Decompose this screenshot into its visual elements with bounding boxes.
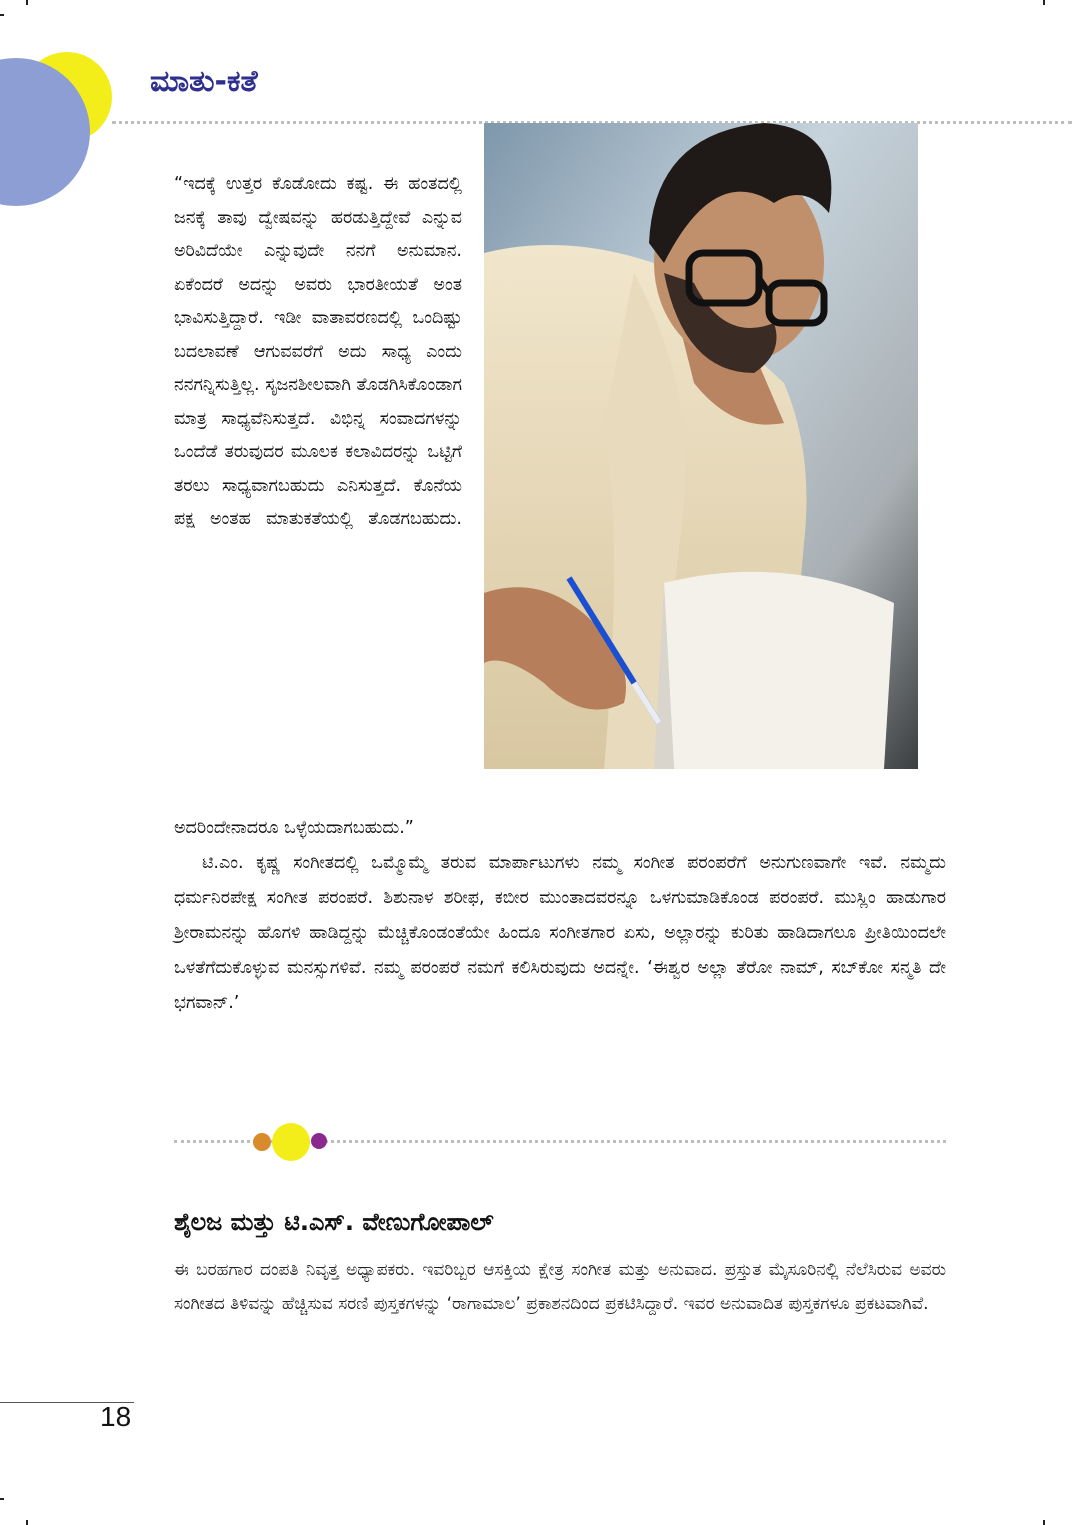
decorative-dot-purple: [311, 1133, 327, 1149]
decorative-dot-yellow: [272, 1123, 310, 1161]
page-number: 18: [100, 1401, 132, 1432]
photo-illustration: [484, 123, 918, 769]
author-name: ಶೈಲಜ ಮತ್ತು ಟಿ.ಎಸ್. ವೇಣುಗೋಪಾಲ್: [174, 1208, 494, 1236]
body-paragraph: ಟಿ.ಎಂ. ಕೃಷ್ಣ ಸಂಗೀತದಲ್ಲಿ ಒಮ್ಮೊಮ್ಮೆ ತರುವ ಮಾರ್ಪಾಟುಗಳು ನಮ್ಮ ಸಂಗೀತ ಪರಂಪರೆಗೆ ಅನುಗುಣವಾಗೇ ಇವೆ. ನಮ್ಮದು ಧರ್ಮನಿರಪೇಕ್ಷ ಸಂಗೀತ ಪರಂಪರೆ. ಶಿಶುನಾಳ ಶರೀಫ, ಕಬೀರ ಮುಂತಾದವರನ್ನೂ ಒಳಗುಮಾಡಿಕೊಂಡ ಪರಂಪರೆ. ಮುಸ್ಲಿಂ ಹಾಡುಗಾರ ಶ್ರೀರಾಮನನ್ನು ಹೊಗಳಿ ಹಾಡಿದ್ದನ್ನು ಮೆಚ್ಚಿಕೊಂಡಂತೆಯೇ ಹಿಂದೂ ಸಂಗೀತಗಾರ ಏಸು, ಅಲ್ಲಾರನ್ನು ಕುರಿತು ಹಾಡಿದಾಗಲೂ ಪ್ರೀತಿಯಿಂದಲೇ ಒಳತೆಗೆದುಕೊಳ್ಳುವ ಮನಸ್ಸುಗಳಿವೆ. ನಮ್ಮ ಪರಂಪರೆ ನಮಗೆ ಕಲಿಸಿರುವುದು ಅದನ್ನೇ. ‘ಈಶ್ವರ ಅಲ್ಲಾ ತೆರೋ ನಾಮ್, ಸಬ್‌ಕೋ ಸನ್ಮತಿ ದೇ ಭಗವಾನ್.’: [174, 853, 946, 1013]
crop-mark: [1043, 1520, 1045, 1525]
quote-text: “ಇದಕ್ಕೆ ಉತ್ತರ ಕೊಡೋದು ಕಷ್ಟ. ಈ ಹಂತದಲ್ಲಿ ಜನಕ್ಕೆ ತಾವು ದ್ವೇಷವನ್ನು ಹರಡುತ್ತಿದ್ದೇವೆ ಎನ್ನುವ ಅರಿವಿದೆಯೇ ಎನ್ನುವುದೇ ನನಗೆ ಅನುಮಾನ. ಏಕೆಂದರೆ ಅದನ್ನು ಅವರು ಭಾರತೀಯತೆ ಅಂತ ಭಾವಿಸುತ್ತಿದ್ದಾರೆ. ಇಡೀ ವಾತಾವರಣದಲ್ಲಿ ಒಂದಿಷ್ಟು ಬದಲಾವಣೆ ಆಗುವವರೆಗೆ ಅದು ಸಾಧ್ಯ ಎಂದು ನನಗನ್ನಿಸುತ್ತಿಲ್ಲ. ಸೃಜನಶೀಲವಾಗಿ ತೊಡಗಿಸಿಕೊಂಡಾಗ ಮಾತ್ರ ಸಾಧ್ಯವೆನಿಸುತ್ತದೆ. ವಿಭಿನ್ನ ಸಂವಾದಗಳನ್ನು ಒಂದೆಡೆ ತರುವುದರ ಮೂಲಕ ಕಲಾವಿದರನ್ನು ಒಟ್ಟಿಗೆ ತರಲು ಸಾಧ್ಯವಾಗಬಹುದು ಎನಿಸುತ್ತದೆ. ಕೊನೆಯ ಪಕ್ಷ ಅಂತಹ ಮಾತುಕತೆಯಲ್ಲಿ ತೊಡಗಬಹುದು.: [174, 174, 462, 529]
crop-mark: [0, 14, 4, 16]
quote-last-line: ಅದರಿಂದೇನಾದರೂ ಒಳ್ಳೆಯದಾಗಬಹುದು.”: [174, 818, 414, 838]
decorative-dot-orange: [253, 1133, 271, 1151]
section-title: ಮಾತು-ಕತೆ: [150, 64, 258, 99]
author-bio: ಈ ಬರಹಗಾರ ದಂಪತಿ ನಿವೃತ್ತ ಅಧ್ಯಾಪಕರು. ಇವರಿಬ್ಬರ ಆಸಕ್ತಿಯ ಕ್ಷೇತ್ರ ಸಂಗೀತ ಮತ್ತು ಅನುವಾದ. ಪ್ರಸ್ತುತ ಮೈಸೂರಿನಲ್ಲಿ ನೆಲೆಸಿರುವ ಅವರು ಸಂಗೀತದ ತಿಳಿವನ್ನು ಹೆಚ್ಚಿಸುವ ಸರಣಿ ಪುಸ್ತಕಗಳನ್ನು ‘ರಾಗಾಮಾಲ’ ಪ್ರಕಾಶನದಿಂದ ಪ್ರಕಟಿಸಿದ್ದಾರೆ. ಇವರ ಅನುವಾದಿತ ಪುಸ್ತಕಗಳೂ ಪ್ರಕಟವಾಗಿವೆ.: [174, 1260, 946, 1314]
crop-mark: [1043, 0, 1045, 5]
crop-mark: [0, 1498, 4, 1500]
crop-mark: [26, 0, 28, 5]
crop-mark: [26, 1520, 28, 1525]
photo-man-signing-book: [484, 123, 918, 769]
